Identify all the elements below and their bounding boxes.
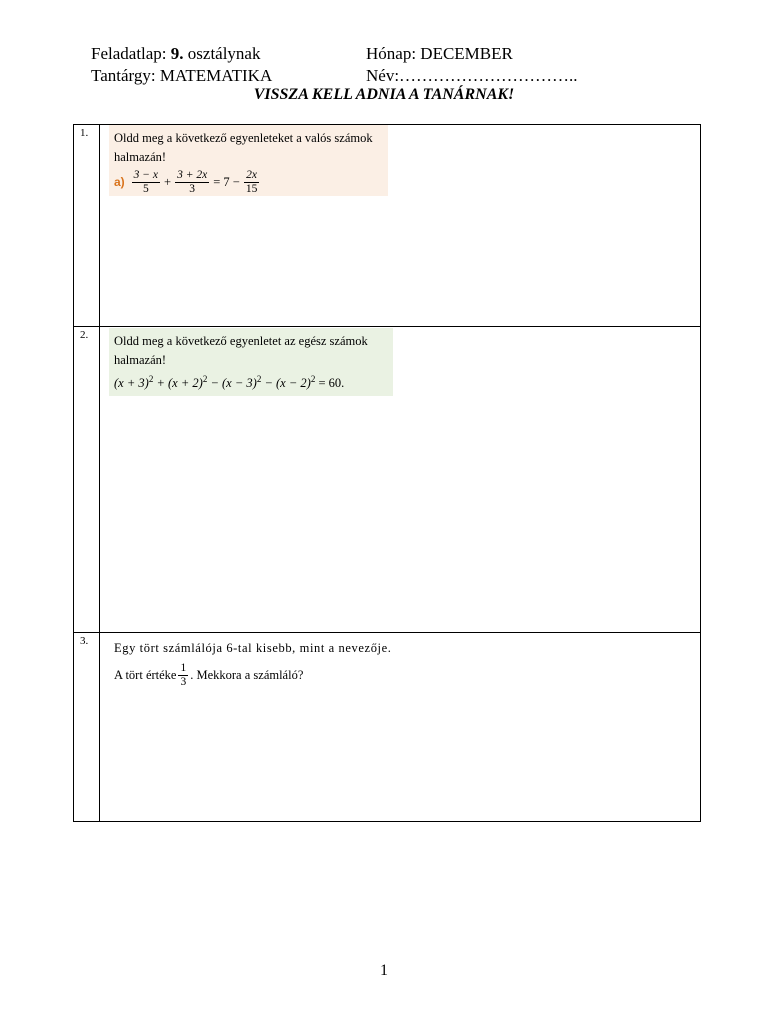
task-2-box: [109, 328, 393, 396]
worksheet-label: Feladatlap: 9. osztálynak: [91, 44, 261, 63]
task-1-equation: a) $\frac{3 - x}{5}$ + $\frac{3 + 2x}{3}$ = 7 − $\frac{2x}{15}$: [114, 169, 258, 195]
task-row-2: [74, 326, 700, 632]
task-row-3: [74, 632, 700, 821]
task-2-instruction-line1: Oldd meg a következő egyenletet az egész számok: [114, 334, 368, 348]
task-1-instruction-line1: Oldd meg a következő egyenleteket a valós számok: [114, 131, 373, 145]
fraction-2: $\frac{3 + 2x}{3}$: [177, 169, 208, 195]
task-row-1: [74, 125, 700, 326]
task-3-line2: A tört értéke $\frac{1}{3}$ . Mekkora a számláló?: [114, 662, 304, 688]
name-field: Név:…………………………..: [366, 66, 578, 85]
page-number: 1: [380, 962, 388, 979]
task-3-fraction: $\frac{1}{3}$: [180, 662, 187, 688]
task-number: 3.: [74, 633, 100, 821]
fraction-1: $\frac{3 - x}{5}$: [133, 169, 159, 195]
task-3-line1: Egy tört számlálója 6-tal kisebb, mint a nevezője.: [114, 641, 392, 655]
task-number: 1.: [74, 125, 100, 326]
task-3-box: [109, 635, 450, 693]
task-table: [73, 124, 701, 822]
month-label: Hónap: DECEMBER: [366, 44, 513, 63]
task-1-box: [109, 125, 388, 196]
subject-label: Tantárgy: MATEMATIKA: [91, 66, 273, 85]
task-2-equation: $(x + 3)^2 + (x + 2)^2 - (x - 3)^2 - (x - 2)^2 = 60$.: [114, 374, 345, 391]
return-notice-title: VISSZA KELL ADNIA A TANÁRNAK!: [253, 86, 515, 103]
task-1-instruction-line2: halmazán!: [114, 150, 167, 164]
task-number: 2.: [74, 327, 100, 632]
part-a-label: a): [114, 175, 125, 189]
fraction-3: $\frac{2x}{15}$: [245, 169, 258, 195]
grade-number: 9.: [170, 44, 184, 63]
task-2-instruction-line2: halmazán!: [114, 353, 167, 367]
